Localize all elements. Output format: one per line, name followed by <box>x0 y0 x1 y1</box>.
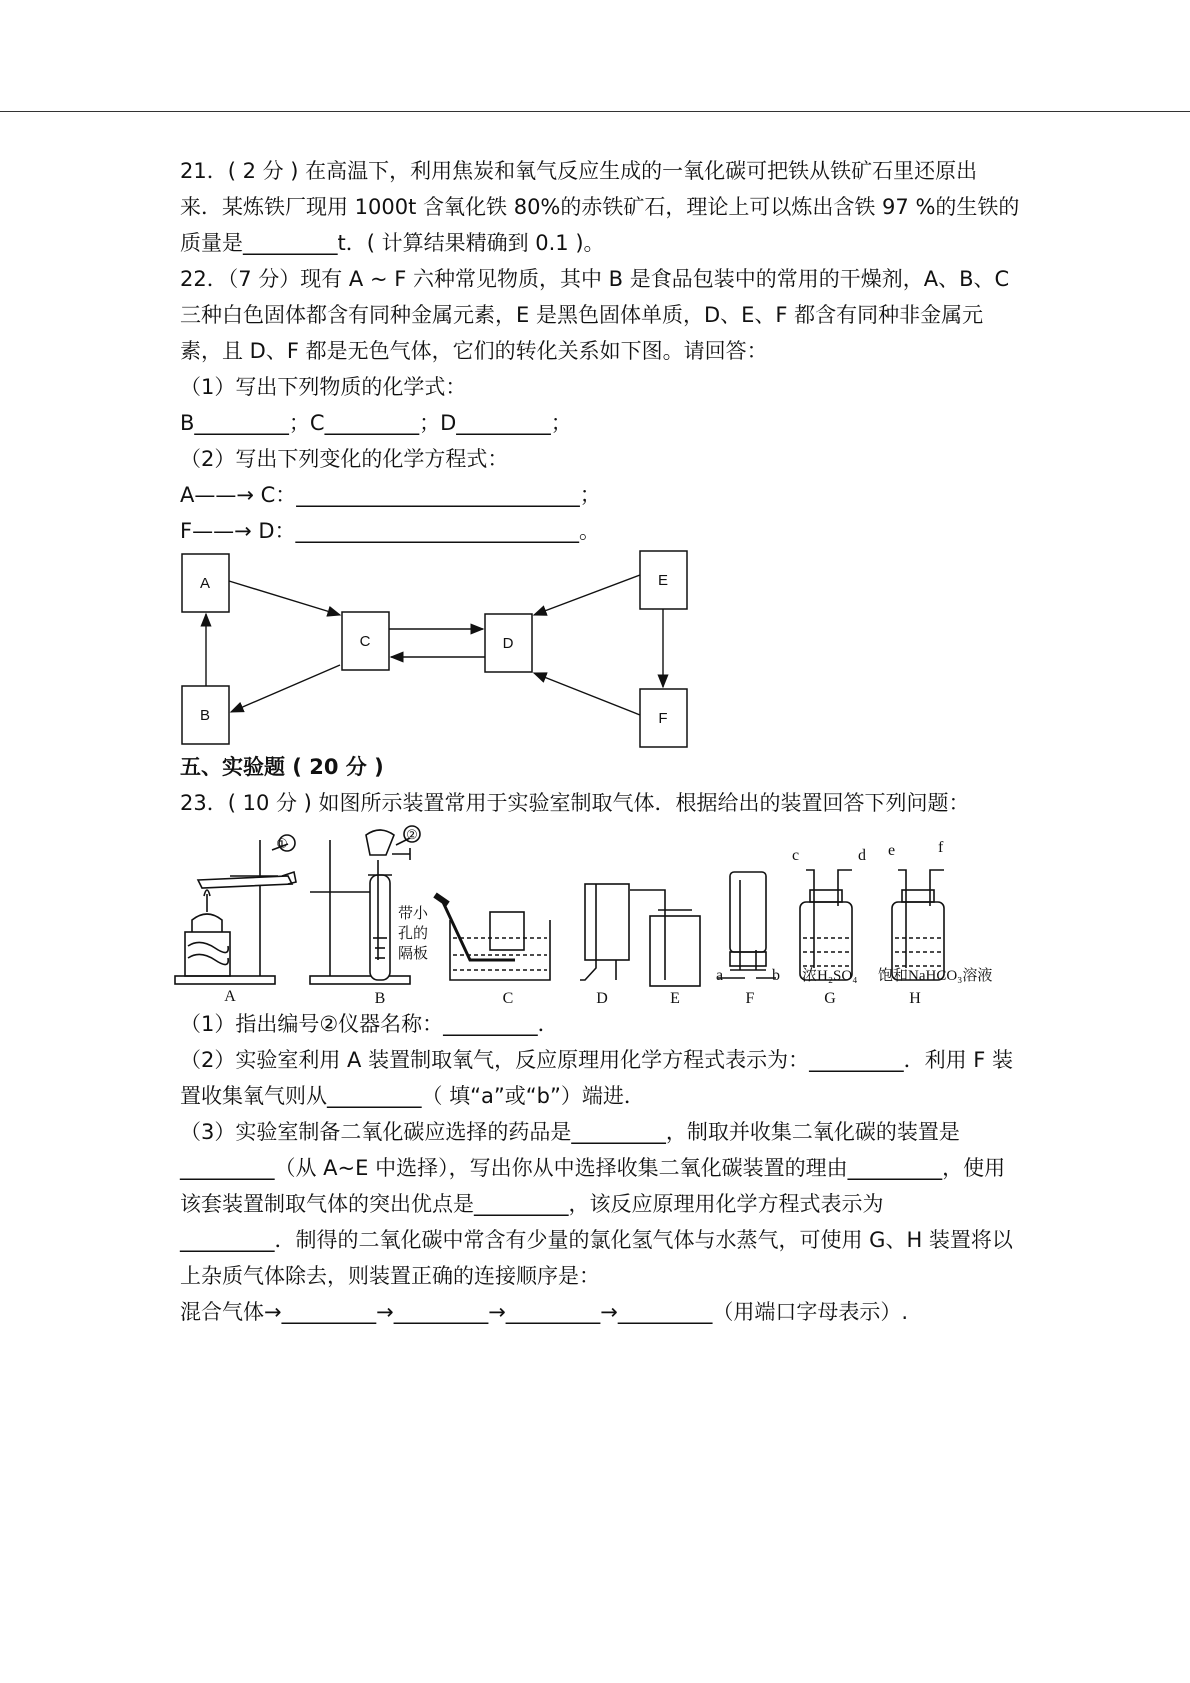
apparatus-f <box>718 872 776 978</box>
q22-line2: 三种白色固体都含有同种金属元素，E 是黑色固体单质，D、E、F 都含有同种非金属元 <box>180 303 984 327</box>
q23-part3b: _________（从 A~E 中选择），写出你从中选择收集二氧化碳装置的理由_________，使用 <box>180 1156 1006 1180</box>
label-e: E <box>657 572 669 589</box>
plate-label-2: 孔的 <box>398 926 429 942</box>
q21-line3: 质量是_________t．( 计算结果精确到 0.1 )。 <box>180 231 605 255</box>
plate-label-3: 隔板 <box>398 946 429 962</box>
marker-2: ② <box>406 827 418 842</box>
q23-part3f: 混合气体→_________→_________→_________→_________（用端口字母表示）. <box>180 1300 909 1324</box>
label-a: A <box>199 575 211 592</box>
arrow-c-b <box>231 665 340 712</box>
apparatus-d <box>580 884 629 980</box>
label-d: D <box>502 635 514 652</box>
label-apparatus-d: D <box>596 990 608 1007</box>
q22-sub2: （2）写出下列变化的化学方程式： <box>180 447 509 471</box>
q23-part2a: （2）实验室利用 A 装置制取氧气，反应原理用化学方程式表示为：_________．利用 F 装 <box>180 1048 1014 1072</box>
label-apparatus-e: E <box>670 990 680 1007</box>
q22-blanks: B_________；C_________；D_________； <box>180 411 572 435</box>
marker-1: ① <box>276 836 288 851</box>
label-f: F <box>658 710 668 727</box>
label-apparatus-f: F <box>745 990 755 1007</box>
apparatus-h <box>892 870 944 980</box>
label-c: C <box>359 633 371 650</box>
label-apparatus-h: H <box>909 990 921 1007</box>
port-b: b <box>772 967 780 984</box>
arrow-f-d <box>534 673 640 715</box>
arrow-e-d <box>534 575 640 615</box>
q23-line1: 23．( 10 分 ) 如图所示装置常用于实验室制取气体．根据给出的装置回答下列问题： <box>180 791 970 815</box>
q23-part3d: _________．制得的二氧化碳中常含有少量的氯化氢气体与水蒸气，可使用 G、H 装置将以 <box>180 1228 1013 1252</box>
label-apparatus-b: B <box>374 990 386 1007</box>
q21-line1: 21．( 2 分 ) 在高温下，利用焦炭和氧气反应生成的一氧化碳可把铁从铁矿石里还原出 <box>180 159 978 183</box>
q22-sub1: （1）写出下列物质的化学式： <box>180 375 467 399</box>
q21-line2: 来．某炼铁厂现用 1000t 含氧化铁 80%的赤铁矿石，理论上可以炼出含铁 97 %的生铁的 <box>180 195 1020 219</box>
q22-line3: 素，且 D、F 都是无色气体，它们的转化关系如下图。请回答： <box>180 339 768 363</box>
g-reagent: 浓H₂SO₄ <box>802 968 858 984</box>
conversion-diagram <box>170 545 700 755</box>
q23-part2b: 置收集氧气则从_________（ 填“a”或“b”）端进． <box>180 1084 645 1108</box>
q23-part3c: 该套装置制取气体的突出优点是_________，该反应原理用化学方程式表示为 <box>180 1192 884 1216</box>
label-b: B <box>199 707 211 724</box>
apparatus-figure <box>170 820 1020 1012</box>
section-heading: 五、实验题 ( 20 分 ) <box>180 755 384 779</box>
port-f: f <box>938 839 944 856</box>
q23-part3e: 上杂质气体除去，则装置正确的连接顺序是： <box>180 1264 600 1288</box>
port-a: a <box>716 967 724 984</box>
port-d: d <box>858 847 866 864</box>
q22-line1: 22．（7 分）现有 A ~ F 六种常见物质，其中 B 是食品包装中的常用的干燥剂，A、B、C <box>180 267 1010 291</box>
apparatus-a <box>175 835 296 984</box>
header-rule <box>0 111 1190 112</box>
label-apparatus-g: G <box>824 990 836 1007</box>
port-e: e <box>888 842 896 859</box>
arrow-a-c <box>229 581 340 615</box>
plate-label-1: 带小 <box>398 906 429 922</box>
q23-part1: （1）指出编号②仪器名称：_________． <box>180 1012 559 1036</box>
h-reagent: 饱和NaHCO₃溶液 <box>878 968 993 984</box>
apparatus-c <box>435 895 550 980</box>
q22-eq2: F——→ D：___________________________。 <box>180 519 601 543</box>
q23-part3a: （3）实验室制备二氧化碳应选择的药品是_________，制取并收集二氧化碳的装置是 <box>180 1120 960 1144</box>
port-c: c <box>792 847 800 864</box>
apparatus-g <box>800 870 852 980</box>
q22-eq1: A——→ C：___________________________； <box>180 483 601 507</box>
label-apparatus-c: C <box>502 990 514 1007</box>
apparatus-e <box>630 890 700 986</box>
label-apparatus-a: A <box>224 988 236 1005</box>
